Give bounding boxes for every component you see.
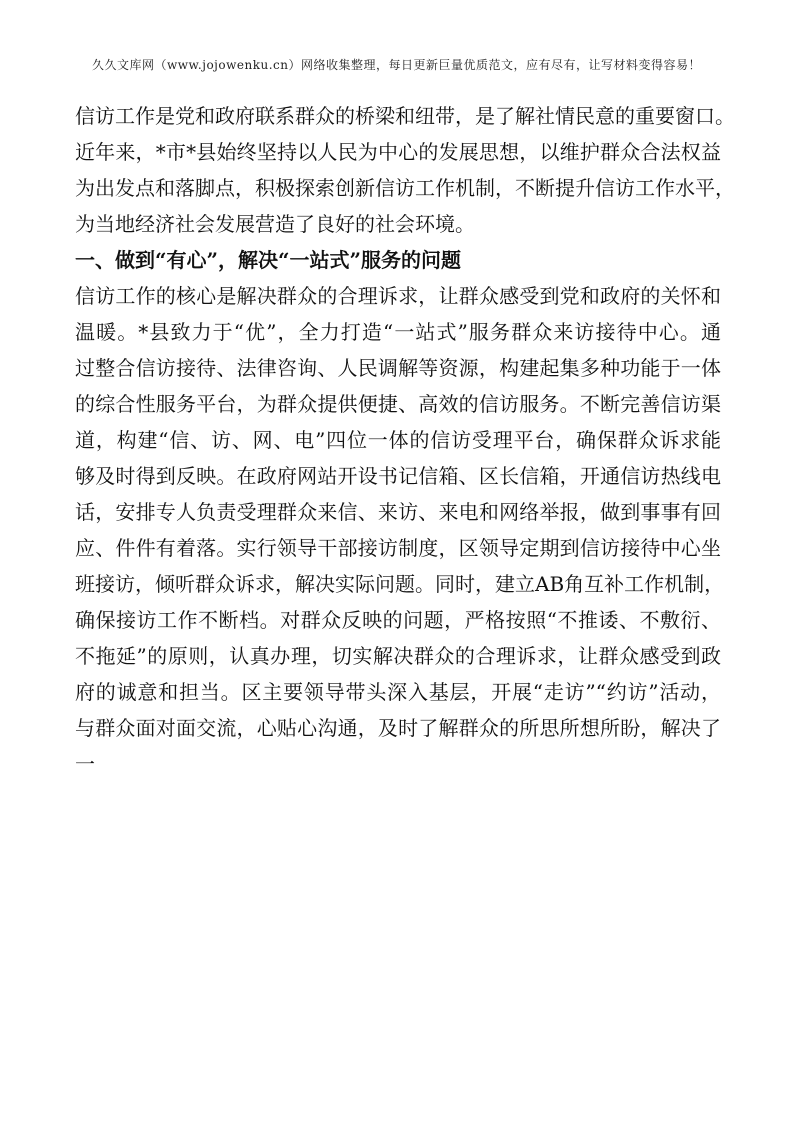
paragraph-line: 应、件件有着落。实行领导干部接访制度，区领导定期到信访接待中心坐: [75, 536, 721, 560]
intro-line: 为出发点和落脚点，积极探索创新信访工作机制，不断提升信访工作水平，: [75, 176, 735, 200]
paragraph-line: 府的诚意和担当。区主要领导带头深入基层，开展“走访”“约访”活动，: [75, 680, 721, 704]
paragraph-line: 与群众面对面交流，心贴心沟通，及时了解群众的所思所想所盼，解决了: [75, 716, 721, 740]
page-header: 久久文库网（www.jojowenku.cn）网络收集整理，每日更新巨量优质范文，应有尽有，让写材料变得容易！: [92, 58, 701, 72]
paragraph-line: 话，安排专人负责受理群众来信、来访、来电和网络举报，做到事事有回: [75, 500, 721, 524]
document-body: [75, 98, 735, 782]
intro-line: 近年来，*市*县始终坚持以人民为中心的发展思想，以维护群众合法权益: [75, 140, 721, 164]
paragraph-line: 道，构建“信、访、网、电”四位一体的信访受理平台，确保群众诉求能: [75, 428, 721, 452]
intro-line: 为当地经济社会发展营造了良好的社会环境。: [75, 212, 475, 236]
paragraph-line: 不拖延”的原则，认真办理，切实解决群众的合理诉求，让群众感受到政: [75, 644, 721, 668]
paragraph-line: 过整合信访接待、法律咨询、人民调解等资源，构建起集多种功能于一体: [75, 356, 721, 380]
paragraph-line: 一: [75, 752, 95, 776]
paragraph-line: 温暖。*县致力于“优”，全力打造“一站式”服务群众来访接待中心。通: [75, 320, 721, 344]
intro-line: 信访工作是党和政府联系群众的桥梁和纽带，是了解社情民意的重要窗口。: [75, 104, 735, 128]
paragraph-line: 够及时得到反映。在政府网站开设书记信箱、区长信箱，开通信访热线电: [75, 464, 721, 488]
paragraph-line: 确保接访工作不断档。对群众反映的问题，严格按照“不推诿、不敷衍、: [75, 608, 721, 632]
paragraph-line: 班接访，倾听群众诉求，解决实际问题。同时，建立AB角互补工作机制，: [75, 572, 725, 596]
paragraph-line: 信访工作的核心是解决群众的合理诉求，让群众感受到党和政府的关怀和: [75, 284, 721, 308]
paragraph-line: 的综合性服务平台，为群众提供便捷、高效的信访服务。不断完善信访渠: [75, 392, 721, 416]
section-heading: 一、做到“有心”，解决“一站式”服务的问题: [75, 248, 462, 272]
